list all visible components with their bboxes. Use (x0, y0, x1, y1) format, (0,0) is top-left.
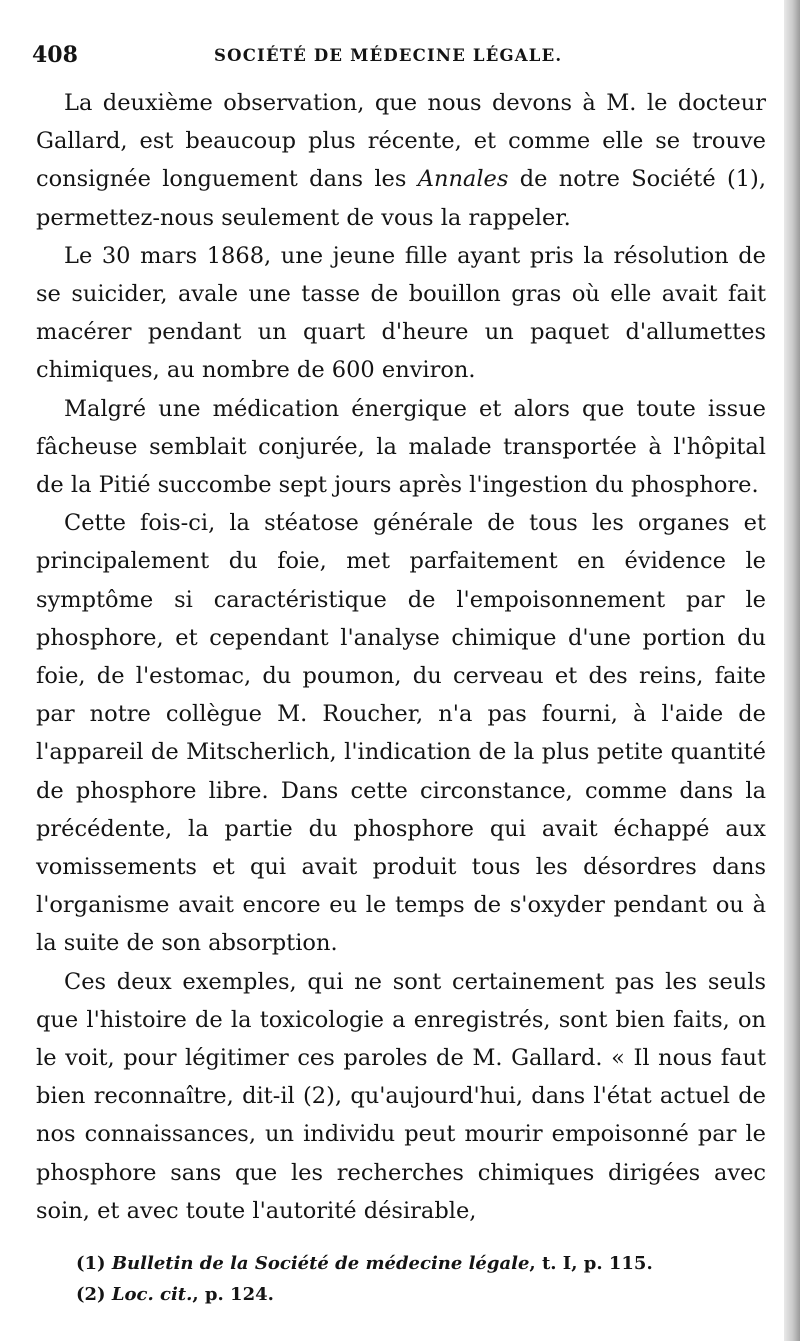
paragraph-2: Le 30 mars 1868, une jeune fille ayant pris la résolution de se suicider, avale une tasse de bouillon gras où elle avait fait macérer pendant un quart d'heure un paquet d'allumettes chimiques, au nombre de 600 environ. (36, 242, 766, 384)
page-header (32, 42, 772, 76)
footnote-2 (76, 1279, 766, 1310)
footnote-1 (76, 1248, 766, 1279)
running-head: SOCIÉTÉ DE MÉDECINE LÉGALE. (214, 46, 563, 65)
paragraph-1-text-a: La deuxième observation, que nous devons à M. le docteur Gallard, est beaucoup plus récente, et comme elle se trouve consignée longuement dans les (36, 90, 766, 193)
paragraph-5: Ces deux exemples, qui ne sont certainement pas les seuls que l'histoire de la toxicologie a enregistrés, sont bien faits, on le voit, pour légitimer ces paroles de M. Gallard. « Il nous faut bien reconnaître, dit-il (2), qu'aujourd'hui, dans l'état actuel de nos connaissances, un individu peut mourir empoisonné par le phosphore sans que les recherches chimiques dirigées avec soin, et avec toute l'autorité désirable, (36, 968, 766, 1224)
footnote-2-rest: , p. 124. (192, 1284, 274, 1305)
footnote-1-title: Bulletin de la Société de médecine légale (111, 1253, 530, 1274)
page-edge-shadow (784, 0, 800, 1341)
footnote-1-marker: (1) (76, 1253, 106, 1274)
page-number: 408 (32, 42, 78, 68)
footnotes (76, 1248, 766, 1310)
footnote-1-rest: , t. I, p. 115. (529, 1253, 653, 1274)
footnote-2-marker: (2) (76, 1284, 106, 1305)
paragraph-1 (36, 84, 766, 237)
paragraph-4: Cette fois-ci, la stéatose générale de tous les organes et principalement du foie, met parfaitement en évidence le symptôme si caractéristique de l'empoisonnement par le phosphore, et cependant l'analyse chimique d'une portion du foie, de l'estomac, du poumon, du cerveau et des reins, faite par notre collègue M. Roucher, n'a pas fourni, à l'aide de l'appareil de Mitscherlich, l'indication de la plus petite quantité de phosphore libre. Dans cette circonstance, comme dans la précédente, la partie du phosphore qui avait échappé aux vomissements et qui avait produit tous les désordres dans l'organisme avait encore eu le temps de s'oxyder pendant ou à la suite de son absorption. (36, 510, 766, 957)
footnote-2-title: Loc. cit. (111, 1284, 193, 1305)
body-text (36, 84, 766, 1230)
paragraph-1-text-b: de notre Société (1), permettez-nous seulement de vous la rappeler. (36, 166, 766, 231)
paragraph-1-italic: Annales (417, 166, 509, 193)
paragraph-3: Malgré une médication énergique et alors que toute issue fâcheuse semblait conjurée, la malade transportée à l'hôpital de la Pitié succombe sept jours après l'ingestion du phosphore. (36, 395, 766, 499)
